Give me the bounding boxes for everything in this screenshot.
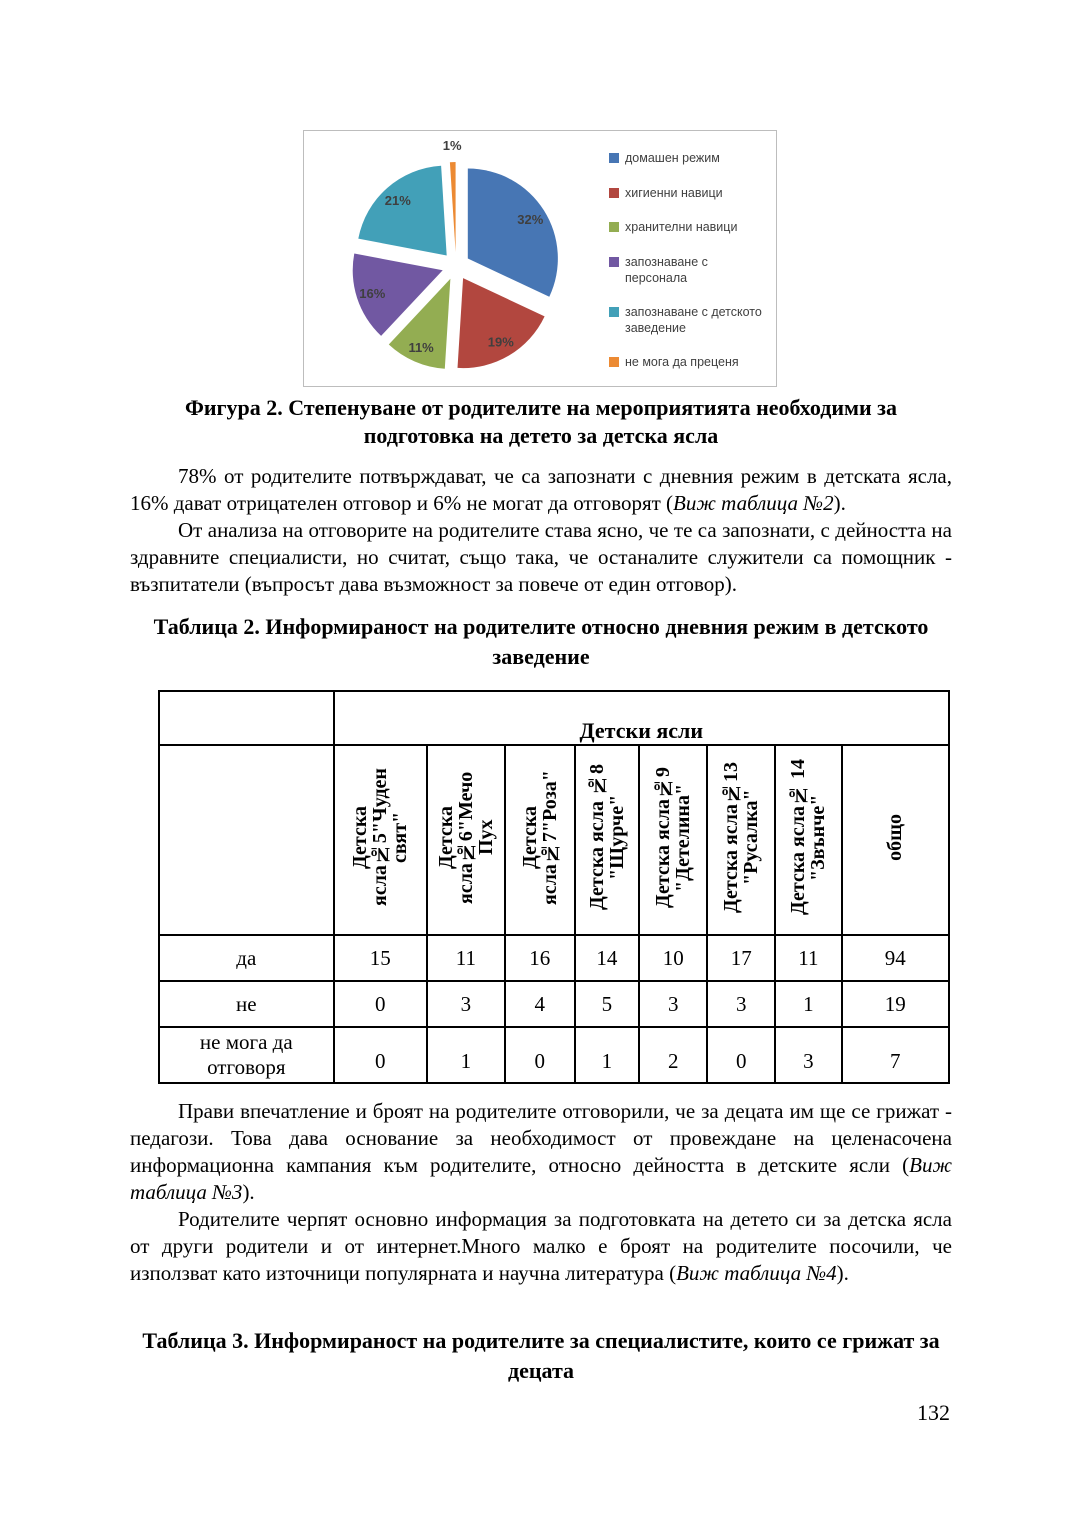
table2-column-header-6 [707,745,775,935]
legend-item-4 [609,255,772,286]
table-cell: 0 [707,1027,775,1083]
column-header-text: общо [884,814,907,861]
text-run: Родителите черпят основно информация за подготовката на детето си за детска ясла от други родители и от интернет.Много малко е броят на родителите посочили, че използват като източници популярната и научна литература ( [130,1207,952,1285]
body-text-bottom [130,1098,952,1287]
table-cell: 1 [427,1027,505,1083]
table2-column-header-8 [842,745,949,935]
pie-slice-2 [458,278,545,368]
text-run: ). [836,1261,849,1285]
table-cell: 5 [575,981,640,1027]
table-cell: 19 [842,981,949,1027]
text-run: ). [833,491,846,515]
legend-item-2 [609,186,772,202]
legend-marker [609,188,619,198]
pie-slice-label-5: 21% [384,193,411,208]
table2-column-header-5 [639,745,707,935]
table-cell: 1 [775,981,841,1027]
table2-row-1 [159,935,949,981]
pie-slice-6 [450,162,456,252]
pie-slice-label-4: 16% [359,286,386,302]
pie-slice-5 [358,166,446,256]
table-cell: 2 [639,1027,707,1083]
legend-label: запознаване с персонала [625,254,708,285]
table-cell: 0 [505,1027,575,1083]
table3-caption: Таблица 3. Информираност на родителите за специалистите, които се грижат за децата [142,1328,940,1383]
table-cell: 0 [334,981,427,1027]
figure2-caption: Фигура 2. Степенуване от родителите на мероприятията необходими за подготовка на детето за детска ясла [184,395,898,448]
pie-slice-label-1: 32% [517,211,544,227]
table2-row-2 [159,981,949,1027]
table-cell: 11 [427,935,505,981]
column-header-text: Детска ясла№5"Чуден свят" [349,768,412,907]
legend-label: хигиенни навици [625,185,723,200]
column-header-text: Детска ясла№9 "Детелина" [652,767,695,908]
legend-item-1 [609,151,772,167]
legend-marker [609,222,619,232]
text-run: 78% от родителите потвърждават, че са запознати с дневния режим в детската ясла, 16% дават отрицателен отговор и 6% не могат да отговорят ( [130,464,952,515]
table2-group-header: Детски ясли [334,691,949,745]
table-cell: 7 [842,1027,949,1083]
paragraph [130,463,952,517]
table-cell: 3 [707,981,775,1027]
column-header-text: Детска ясла №8 "Щурче" [585,764,628,911]
row-label: да [159,935,334,981]
table-cell: 4 [505,981,575,1027]
paragraph [130,1206,952,1287]
table2 [158,690,950,1084]
figure2-pie-chart [303,130,777,387]
text-run: От анализа на отговорите на родителите става ясно, че те са запознати, с дейността на здравните специалисти, но считат, също така, че останалите служители са помощник - възпитатели (въпросът дава възможност за повече от един отговор). [130,518,952,596]
table2-corner-cell-2 [159,745,334,935]
legend-label: запознаване с детското заведение [625,305,762,335]
pie-slice-label-3: 11% [408,339,434,355]
pie-slice-1 [468,168,558,296]
legend-marker [609,153,619,163]
table-cell: 3 [427,981,505,1027]
table2-column-header-4 [575,745,640,935]
page-number: 132 [917,1400,950,1425]
legend-item-5 [609,305,772,336]
table-cell: 3 [639,981,707,1027]
legend-item-3 [609,220,772,236]
legend-label: хранителни навици [625,220,738,235]
pie-slice-label-2: 19% [487,334,514,350]
row-label: не мога да отговоря [159,1027,334,1083]
paragraph [130,1098,952,1206]
text-run: ). [242,1180,255,1204]
legend-label: не мога да преценя [625,355,739,370]
table-cell: 3 [775,1027,841,1083]
column-header-text: Детска ясла№13 "Русалка" [720,762,763,913]
legend-item-6 [609,355,772,371]
legend-label: домашен режим [625,151,720,165]
chart-legend [609,151,772,371]
column-header-text: Детска ясла№7"Роза" [518,770,561,905]
table2-row-3 [159,1027,949,1083]
table-cell: 17 [707,935,775,981]
table2-caption: Таблица 2. Информираност на родителите относно дневния режим в детското заведение [153,614,929,669]
pie-slice-label-6: 1% [442,138,462,154]
paragraph [130,517,952,598]
table-cell: 15 [334,935,427,981]
table2-column-header-2 [427,745,505,935]
table-cell: 94 [842,935,949,981]
table-cell: 16 [505,935,575,981]
table2-column-header-7 [775,745,841,935]
table-cell: 1 [575,1027,640,1083]
table-reference: Виж таблица №4 [676,1261,837,1285]
table2-corner-cell [159,691,334,745]
table-reference: Виж таблица №3 [130,1153,952,1204]
table-cell: 0 [334,1027,427,1083]
column-header-text: Детска ясла№ 14 "Звънче" [787,759,830,916]
table2-column-header-1 [334,745,427,935]
text-run: Прави впечатление и броят на родителите отговорили, че за децата им ще се грижат - педагози. Това дава основание за необходимост от провеждане на целенасочена информационна кампания към родителите, относно дейността в детските ясли ( [130,1099,952,1177]
body-text-top [130,463,952,598]
table-cell: 11 [775,935,841,981]
legend-marker [609,307,619,317]
column-header-text: Детска ясла№6"Мечо Пух [434,771,497,904]
table-reference: Виж таблица №2 [673,491,834,515]
table-cell: 14 [575,935,640,981]
table-cell: 10 [639,935,707,981]
table2-column-header-3 [505,745,575,935]
legend-marker [609,257,619,267]
legend-marker [609,357,619,367]
row-label: не [159,981,334,1027]
